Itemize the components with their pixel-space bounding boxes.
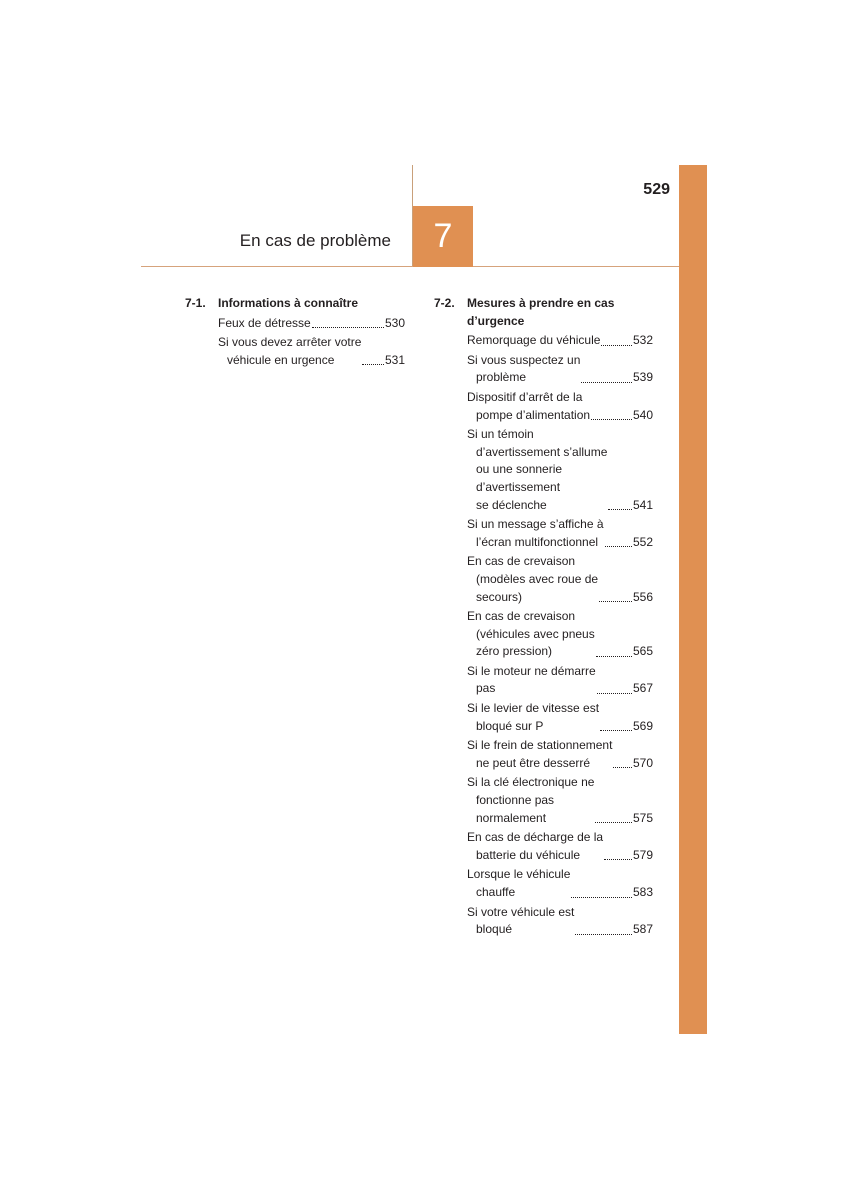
- section-heading: [185, 295, 405, 313]
- toc-entry-page: 570: [632, 755, 653, 770]
- toc-entry-label: Dispositif d’arrêt de la pompe d’alimentation: [467, 389, 591, 422]
- toc-entry-page: 552: [632, 534, 653, 549]
- dot-leader: [595, 822, 632, 823]
- toc-entry-page: 556: [632, 589, 653, 604]
- toc-entry[interactable]: [467, 904, 653, 939]
- toc-entry-page: 567: [632, 681, 653, 696]
- toc-entry-label: Si la clé électronique ne fonctionne pas normalement: [467, 775, 595, 825]
- toc-entry-label: Si le moteur ne démarre pas: [467, 663, 596, 696]
- toc-entry-page: 583: [632, 885, 653, 899]
- section-heading: [434, 295, 653, 330]
- toc-entry[interactable]: [467, 829, 653, 864]
- toc-entry-page: 541: [632, 497, 653, 512]
- toc-entry-page: 531: [384, 352, 405, 367]
- toc-entry[interactable]: [467, 332, 653, 350]
- toc-entry-label: En cas de crevaison (modèles avec roue de secours): [467, 554, 599, 604]
- toc-entry[interactable]: [467, 700, 653, 735]
- toc-entry-page: 579: [632, 847, 653, 862]
- toc-entry[interactable]: [467, 866, 653, 901]
- toc-entry[interactable]: [467, 352, 653, 387]
- dot-leader: [597, 693, 632, 694]
- section-entries: [185, 315, 405, 370]
- section-title: Mesures à prendre en cas d’urgence: [467, 296, 615, 328]
- toc-entry[interactable]: [467, 663, 653, 698]
- toc-entry-label: En cas de crevaison (véhicules avec pneus zéro pression): [467, 609, 595, 659]
- dot-leader: [608, 509, 632, 510]
- toc-entry[interactable]: [467, 389, 653, 424]
- toc-entry-label: Lorsque le véhicule chauffe: [467, 867, 571, 899]
- chapter-number-box: [413, 206, 473, 267]
- chapter-number: 7: [433, 217, 453, 255]
- dot-leader: [591, 419, 632, 420]
- section-number: 7-1.: [185, 296, 206, 310]
- toc-entry-page: 530: [384, 315, 405, 330]
- dot-leader: [599, 601, 632, 602]
- toc-entry-label: Remorquage du véhicule: [467, 333, 601, 348]
- dot-leader: [604, 859, 632, 860]
- toc-entry-page: 575: [632, 810, 653, 825]
- section-title: Informations à connaître: [218, 296, 359, 310]
- toc-entry-label: Si le levier de vitesse est bloqué sur P: [467, 701, 600, 733]
- toc-entry-page: 569: [632, 718, 653, 733]
- toc-entry-page: 540: [632, 407, 653, 422]
- dot-leader: [362, 364, 384, 365]
- toc-entry-label: Si un témoin d’avertissement s’allume ou une sonnerie d’avertissement se déclenche: [467, 427, 608, 512]
- dot-leader: [605, 546, 632, 547]
- toc-entry-label: En cas de décharge de la batterie du véhicule: [467, 830, 604, 862]
- toc-entry-label: Si vous devez arrêter votre véhicule en urgence: [218, 335, 362, 367]
- toc-entry[interactable]: [467, 426, 653, 514]
- dot-leader: [601, 345, 632, 346]
- toc-entry-page: 539: [632, 370, 653, 385]
- toc-section-7-1: [185, 295, 405, 369]
- dot-leader: [571, 897, 632, 898]
- dot-leader: [312, 327, 384, 328]
- dot-leader: [581, 382, 632, 383]
- toc-entry[interactable]: [467, 553, 653, 606]
- dot-leader: [575, 934, 632, 935]
- toc-entry[interactable]: [467, 774, 653, 827]
- dot-leader: [613, 767, 632, 768]
- toc-entry[interactable]: [467, 737, 653, 772]
- toc-entry[interactable]: [218, 315, 405, 333]
- toc-entry-page: 587: [632, 922, 653, 937]
- toc-entry-label: Si vous suspectez un problème: [467, 352, 581, 385]
- toc-entry-label: Si le frein de stationnement ne peut être desserré: [467, 738, 613, 770]
- toc-entry-page: 565: [632, 644, 653, 659]
- toc-entry[interactable]: [467, 608, 653, 661]
- toc-entry[interactable]: [467, 516, 653, 551]
- toc-section-7-2: [434, 295, 653, 939]
- toc-entry-label: Si votre véhicule est bloqué: [467, 904, 575, 937]
- dot-leader: [600, 730, 632, 731]
- chapter-side-tab: [679, 165, 707, 1034]
- toc-entry-label: Feux de détresse: [218, 315, 311, 330]
- toc-entry-page: 532: [632, 333, 653, 348]
- section-entries: [434, 332, 653, 939]
- page-number: 529: [643, 181, 670, 198]
- header-horizontal-rule: [141, 266, 679, 267]
- toc-entry-label: Si un message s’affiche à l’écran multifonctionnel: [467, 517, 604, 549]
- section-number: 7-2.: [434, 296, 455, 310]
- dot-leader: [596, 656, 632, 657]
- chapter-title: En cas de problème: [239, 231, 391, 250]
- toc-entry[interactable]: [218, 334, 405, 369]
